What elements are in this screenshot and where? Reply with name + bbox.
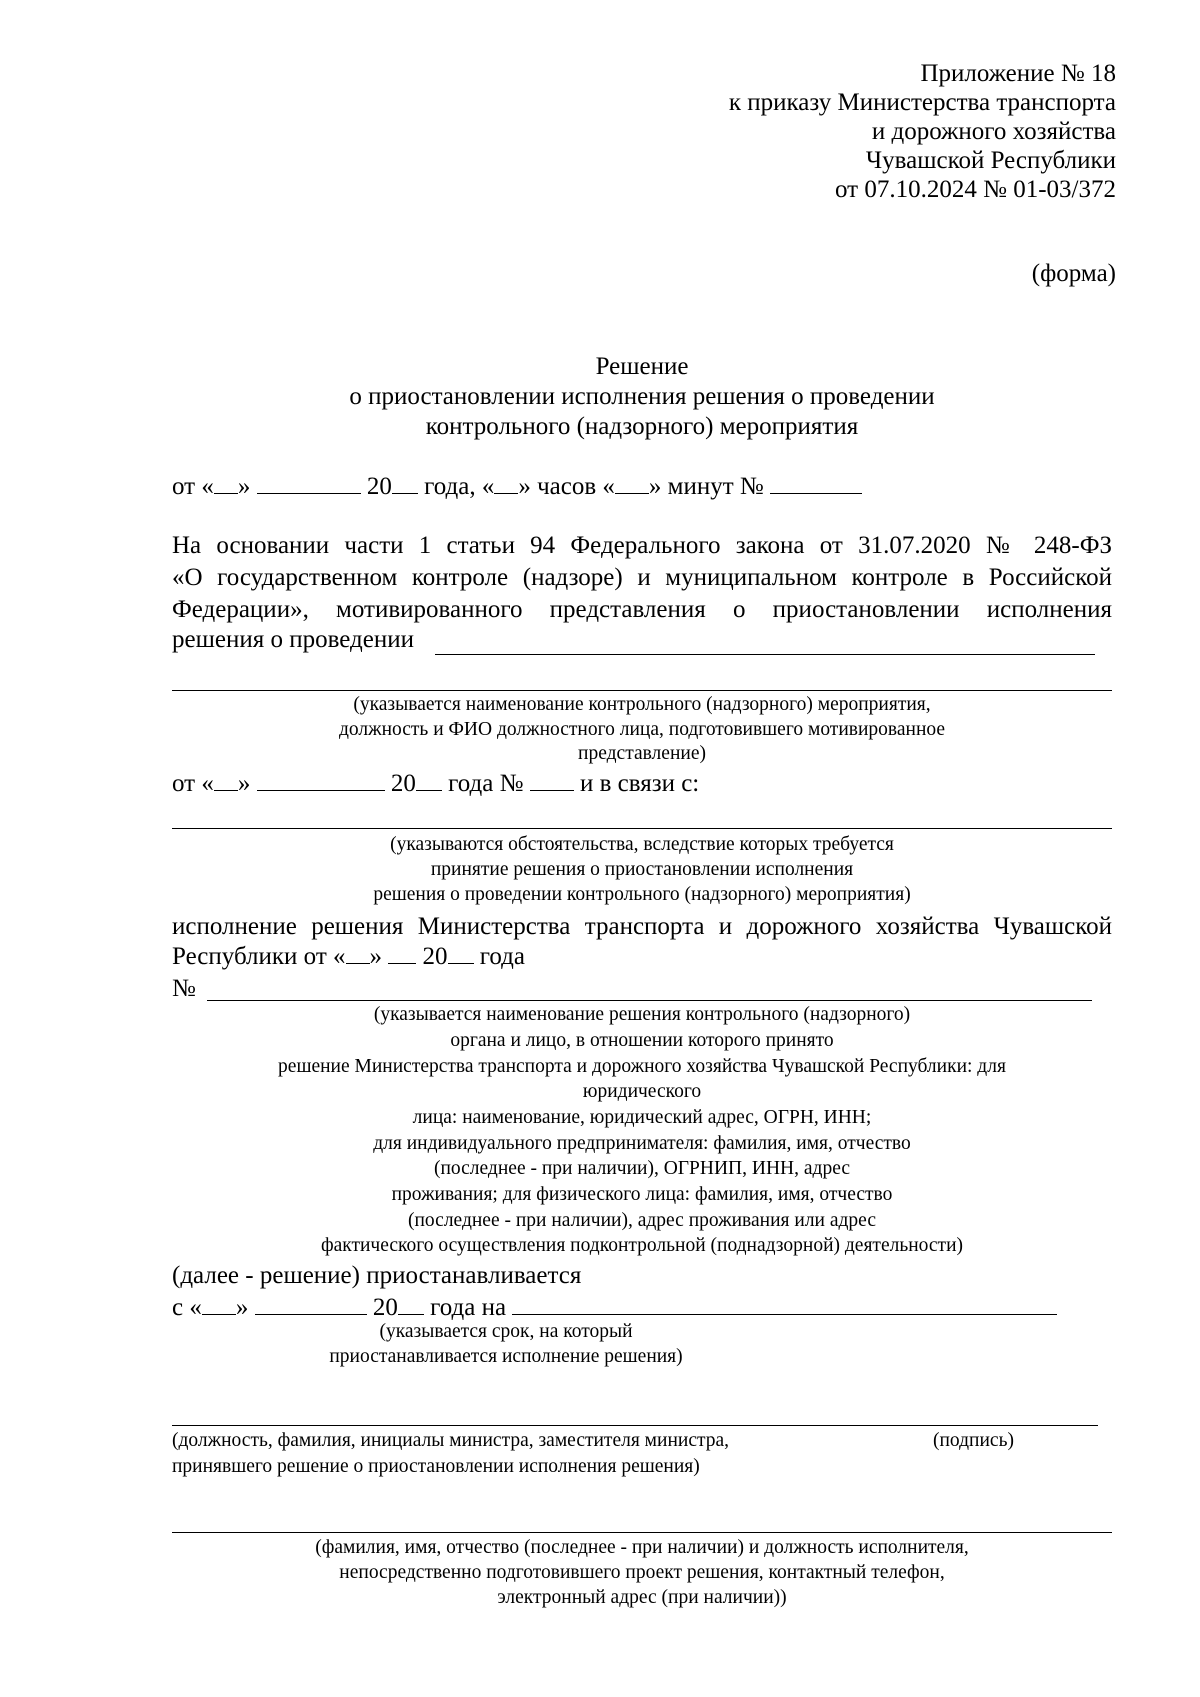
executor-hint-1: (фамилия, имя, отчество (последнее - при наличии) и должность исполнителя,: [315, 1537, 969, 1558]
circumstances-field[interactable]: [172, 828, 1112, 829]
suspend-year-field[interactable]: [398, 1294, 424, 1315]
document-title: Решение: [595, 353, 689, 380]
suspend-date-line: с « » 20 года на: [172, 1294, 1057, 1322]
ministry-line: и дорожного хозяйства: [871, 118, 1116, 145]
rep-year-field[interactable]: [416, 770, 442, 791]
hint-event-2: должность и ФИО должностного лица, подготовившего мотивированное: [338, 719, 946, 740]
suspend-line-1: (далее - решение) приостанавливается: [172, 1262, 582, 1289]
decision-number-field[interactable]: [770, 473, 862, 494]
minutes-field[interactable]: [615, 473, 649, 494]
document-subtitle-2: контрольного (надзорного) мероприятия: [425, 413, 859, 440]
signatory-hint-2: принявшего решение о приостановлении исполнения решения): [172, 1456, 700, 1477]
exec-year-field[interactable]: [448, 943, 474, 964]
hint-decision-4: юридического: [582, 1081, 702, 1102]
execution-line-2: Республики от « » 20 года: [172, 943, 525, 970]
hint-decision-5: лица: наименование, юридический адрес, ОГРН, ИНН;: [412, 1107, 872, 1128]
rep-day-field[interactable]: [214, 770, 238, 791]
exec-month-field[interactable]: [388, 943, 416, 964]
decision-date-line: от « » 20 года, « » часов « » минут №: [172, 473, 862, 501]
suspend-day-field[interactable]: [202, 1294, 236, 1315]
hint-decision-1: (указывается наименование решения контрольного (надзорного): [373, 1004, 911, 1025]
hint-decision-2: органа и лицо, в отношении которого принято: [450, 1030, 834, 1051]
execution-line-1: исполнение решения Министерства транспорта и дорожного хозяйства Чувашской: [172, 913, 1112, 940]
execution-number-label: №: [172, 975, 196, 1002]
document-subtitle-1: о приостановлении исполнения решения о проведении: [349, 383, 935, 410]
month-field[interactable]: [257, 473, 361, 494]
basis-line-4: решения о проведении: [172, 626, 414, 653]
hours-field[interactable]: [494, 473, 518, 494]
appendix-number: Приложение № 18: [920, 60, 1116, 87]
executor-hint-3: электронный адрес (при наличии)): [497, 1587, 787, 1608]
signature-label: (подпись): [933, 1430, 1014, 1451]
order-reference: к приказу Министерства транспорта: [728, 89, 1116, 116]
executor-hint-2: непосредственно подготовившего проект решения, контактный телефон,: [339, 1562, 945, 1583]
hint-event-1: (указывается наименование контрольного (надзорного) мероприятия,: [353, 694, 931, 715]
signatory-hint-1: (должность, фамилия, инициалы министра, заместителя министра,: [172, 1430, 730, 1451]
rep-number-field[interactable]: [530, 770, 574, 791]
republic-line: Чувашской Республики: [865, 147, 1116, 174]
suspend-period-field[interactable]: [512, 1294, 1057, 1315]
day-field[interactable]: [214, 473, 238, 494]
hint-period-1: (указывается срок, на который: [379, 1321, 633, 1342]
order-date: от 07.10.2024 № 01-03/372: [835, 176, 1116, 203]
hint-decision-7: (последнее - при наличии), ОГРНИП, ИНН, адрес: [433, 1158, 851, 1179]
hint-decision-3: решение Министерства транспорта и дорожного хозяйства Чувашской Республики: для: [278, 1056, 1006, 1077]
basis-line-2: «О государственном контроле (надзоре) и муниципальном контроле в Российской: [172, 564, 1112, 591]
event-name-field[interactable]: [435, 654, 1095, 655]
event-name-field-2[interactable]: [172, 690, 1112, 691]
hint-period-2: приостанавливается исполнение решения): [329, 1346, 683, 1367]
hint-decision-9: (последнее - при наличии), адрес проживания или адрес: [408, 1210, 876, 1231]
hint-decision-10: фактического осуществления подконтрольной (поднадзорной) деятельности): [320, 1235, 964, 1256]
execution-number-field[interactable]: [207, 1000, 1092, 1001]
year-field[interactable]: [392, 473, 418, 494]
hint-circumstances-1: (указываются обстоятельства, вследствие которых требуется: [390, 834, 894, 855]
form-label: (форма): [1031, 260, 1116, 287]
executor-field[interactable]: [172, 1532, 1112, 1533]
representation-date-line: от « » 20 года № и в связи с:: [172, 770, 700, 797]
exec-day-field[interactable]: [346, 943, 370, 964]
hint-decision-8: проживания; для физического лица: фамилия, имя, отчество: [391, 1184, 893, 1205]
signatory-field[interactable]: [172, 1425, 1098, 1426]
hint-circumstances-2: принятие решения о приостановлении исполнения: [430, 859, 854, 880]
hint-decision-6: для индивидуального предпринимателя: фамилия, имя, отчество: [373, 1133, 911, 1154]
hint-event-3: представление): [578, 743, 706, 764]
basis-line-1: На основании части 1 статьи 94 Федерального закона от 31.07.2020 № 248-ФЗ: [172, 532, 1112, 559]
hint-circumstances-3: решения о проведении контрольного (надзорного) мероприятия): [373, 884, 911, 905]
basis-line-3: Федерации», мотивированного представления о приостановлении исполнения: [172, 596, 1112, 623]
suspend-month-field[interactable]: [255, 1294, 367, 1315]
rep-month-field[interactable]: [257, 770, 385, 791]
